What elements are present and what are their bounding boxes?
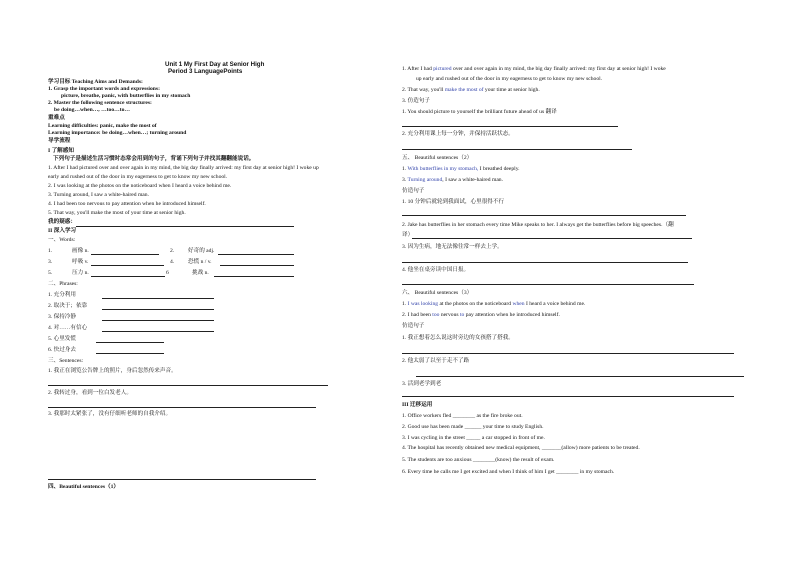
phrase-5-blank[interactable] <box>96 342 164 343</box>
aim-2: 2. Master the following sentence structures: <box>48 100 152 106</box>
word-5-number: 5. <box>48 270 53 276</box>
translate-sentence-2: 2. 我转过身，看到一位白发老人。 <box>48 390 132 396</box>
guide-label: 导学流程 <box>48 138 71 144</box>
phrase-1: 1. 充分利用 <box>48 292 76 298</box>
c3-line[interactable] <box>402 262 688 263</box>
word-2-blank[interactable] <box>218 254 294 255</box>
word-1-number: 1. <box>48 248 53 254</box>
sentences-label: 三、Sentences: <box>48 358 84 364</box>
bs3-sentence-2: 2. I had been too nervous to pay attention when he introduced himself. <box>402 312 560 318</box>
sentence-1-cont: early and rushed out of the door in my eagerness to get to know my new school. <box>48 174 228 180</box>
imitate-label-1: 3. 仿造句子 <box>402 98 430 104</box>
exercise-2: 2. Good use has been made ______ your time to study English. <box>402 424 544 430</box>
word-3-prompt: 呼吸 v. <box>72 259 89 265</box>
imitate-label-2: 仿造句子 <box>402 188 425 194</box>
imitate-label-3: 仿造句子 <box>402 323 425 329</box>
phrases-label: 二、Phrases: <box>48 281 78 287</box>
phrase-6: 6. 快过身去 <box>48 347 76 353</box>
word-5-prompt: 压力 n. <box>72 270 89 276</box>
exercise-5: 5. The students are too anxious ________(know) the result of exam. <box>402 457 555 463</box>
exercise-6: 6. Every time he calls me I get excited and when I think of him I get ________ in my stomach. <box>402 469 615 475</box>
exercise-4: 4. The hospital has recently obtained new medical equipment, _______(allow) more patients to be treated. <box>402 445 640 451</box>
phrase-5: 5. 心里发慌 <box>48 336 76 342</box>
phrase-3: 3. 保持冷静 <box>48 314 76 320</box>
word-3-number: 3. <box>48 259 53 265</box>
section-5-heading: 五、 Beautiful sentences（2） <box>402 155 473 161</box>
word-6-blank[interactable] <box>214 276 294 277</box>
e2-line[interactable] <box>416 376 744 377</box>
translate-sentence-1-line[interactable] <box>48 385 328 386</box>
word-6-number: 6 <box>166 270 169 276</box>
section-6-heading: 六、 Beautiful sentences（3） <box>402 290 473 296</box>
phrase-2-blank[interactable] <box>102 309 214 310</box>
imitate-2-line[interactable] <box>402 149 632 150</box>
section-1-heading: I 了解感知 <box>48 148 74 154</box>
c3-prompt: 3. 因为生病，地无法像往常一样去上学。 <box>402 244 503 250</box>
word-2-prompt: 好奇的 adj. <box>188 248 215 254</box>
aim-1: 1. Grasp the important words and expressions: <box>48 86 160 92</box>
phrase-4: 4. 对……有信心 <box>48 325 88 331</box>
word-4-prompt: 恐慌 n / v. <box>188 259 212 265</box>
imitate-1-line[interactable] <box>402 126 618 127</box>
phrase-6-blank[interactable] <box>96 353 164 354</box>
phrase-2: 2. 取决于；依靠 <box>48 303 88 309</box>
doubt-label: 我的疑惑： <box>48 219 76 225</box>
exercise-1: 1. Office workers fled ________ as the fire broke out. <box>402 413 523 419</box>
aims-label: 学习目标 Teaching Aims and Demands: <box>48 79 143 85</box>
e1-line[interactable] <box>402 353 734 354</box>
c2-prompt-cont: 译） <box>402 232 414 238</box>
sentence-3: 3. Turning around, I saw a white-haired man. <box>48 192 149 198</box>
phrase-1-blank[interactable] <box>102 298 214 299</box>
c1-prompt: 1. 10 分钟后就轮到我面试，心里很得不行 <box>402 199 505 205</box>
c4-prompt: 4. 他坐在桌旁读中国日报。 <box>402 267 470 273</box>
translate-sentence-3-line[interactable] <box>48 479 316 480</box>
translate-sentence-1: 1. 我正在浏览公告牌上的照片，身后忽然传来声音。 <box>48 368 177 374</box>
section-4-heading: 四、Beautiful sentences（1） <box>48 484 120 490</box>
e3-prompt: 3. 活到老学到老 <box>402 381 442 387</box>
word-2-number: 2. <box>170 248 175 254</box>
sentence-2: 2. I was looking at the photos on the noticeboard when I heard a voice behind me. <box>48 183 232 189</box>
bs1-sentence-1: 1. After I had pictured over and over again in my mind, the big day finally arrived: my first day at senior high! I woke <box>402 66 666 72</box>
word-6-prompt: 挑战 n. <box>192 270 209 276</box>
bs2-sentence-2: 3. Turning around, I saw a white-haired man. <box>402 177 503 183</box>
word-1-prompt: 画像 n. <box>72 248 89 254</box>
word-4-blank[interactable] <box>220 265 294 266</box>
bs2-sentence-1: 1. With butterflies in my stomach, I breathed deeply. <box>402 166 520 172</box>
translate-sentence-2-line[interactable] <box>48 407 316 408</box>
aim-2-items: be doing…when…, …too…to… <box>54 107 130 113</box>
c4-line[interactable] <box>402 284 694 285</box>
word-4-number: 4. <box>170 259 175 265</box>
e3-line[interactable] <box>402 396 734 397</box>
translate-sentence-3: 3. 我那时太紧张了，没有仔细听老师的自我介绍。 <box>48 411 172 417</box>
section-1-intro: 下列句子是描述生活习惯时态常会用到的句子，背诵下列句子并找其翻翻能说话。 <box>53 156 255 162</box>
c1-line[interactable] <box>402 215 686 216</box>
sentence-5: 5. That way, you'll make the most of your time at senior high. <box>48 210 186 216</box>
learning-difficulties: Learning difficulties: panic, make the most of <box>48 123 157 129</box>
section-3-heading: III 迁移运用 <box>402 402 433 408</box>
words-label: 一、Words: <box>48 237 76 243</box>
unit-title: Unit 1 My First Day at Senior High <box>165 61 265 68</box>
period-title: Period 3 LanguagePoints <box>168 68 243 75</box>
sentence-4: 4. I had been too nervous to pay attention when he introduced himself. <box>48 201 206 207</box>
bs1-sentence-1-cont: up early and rushed out of the door in my eagerness to get to know my new school. <box>416 76 603 82</box>
word-1-blank[interactable] <box>91 254 159 255</box>
doubt-answer-line[interactable] <box>76 226 294 227</box>
word-3-blank[interactable] <box>91 265 164 266</box>
e2-prompt: 2. 他太弱了以至于走不了路 <box>402 358 470 364</box>
learning-importance: Learning importance: be doing…when…; turning around <box>48 130 187 136</box>
c2-prompt: 2. Jake has butterflies in her stomach every time Mike speaks to her. I always get the butterflies before big speeches.（翻 <box>402 222 674 228</box>
phrase-3-blank[interactable] <box>102 320 214 321</box>
c2-line[interactable] <box>412 238 692 239</box>
bs1-sentence-2: 2. That way, you'll make the most of your time at senior high. <box>402 87 540 93</box>
section-2-heading: II 深入学习 <box>48 228 77 234</box>
phrase-4-blank[interactable] <box>102 331 214 332</box>
key-points-label: 重难点 <box>48 115 65 121</box>
aim-1-items: picture, breathe, panic, with butterflies in my stomach <box>61 93 191 99</box>
exercise-3: 3. I was cycling in the street _____ a car stopped in front of me. <box>402 435 545 441</box>
e1-prompt: 1. 我正想着怎么说这时旁边的女孩搭了搭我。 <box>402 335 514 341</box>
sentence-1: 1. After I had pictured over and over again in my mind, the big day finally arrived: my first day at senior high! I woke up <box>48 165 319 171</box>
bs3-sentence-1: 1. I was looking at the photos on the noticeboard when I heard a voice behind me. <box>402 301 586 307</box>
imitate-2-prompt: 2. 充分利用课上每一分钟，并保持活跃状态。 <box>402 131 514 137</box>
imitate-1-prompt: 1. You should picture to yourself the brilliant future ahead of us 翻译 <box>402 109 557 115</box>
word-5-blank[interactable] <box>91 276 165 277</box>
